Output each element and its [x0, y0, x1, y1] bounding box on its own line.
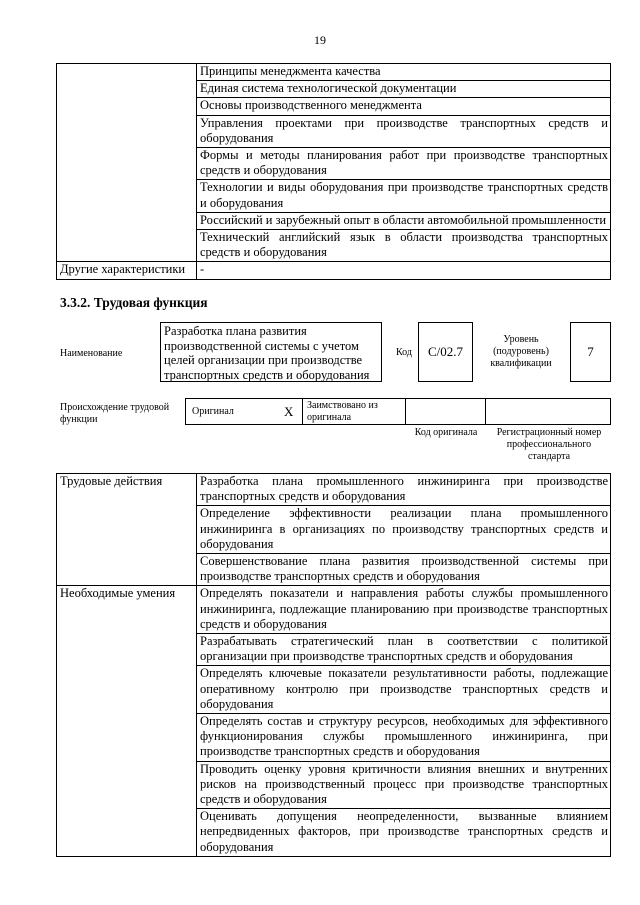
labor-action-item: Совершенствование плана развития производственной системы при производстве транспортных средств и оборудования — [197, 554, 611, 586]
level-label: Уровень (подуровень) квалификации — [490, 334, 552, 369]
other-characteristics-value: - — [197, 262, 611, 279]
knowledge-item: Российский и зарубежный опыт в области автомобильной промышленности — [197, 212, 611, 229]
code-label: Код — [396, 347, 412, 358]
actions-skills-table — [56, 473, 611, 857]
knowledge-item: Управления проектами при производстве транспортных средств и оборудования — [197, 115, 611, 147]
page-number: 19 — [314, 33, 326, 47]
original-label: Оригинал — [192, 406, 234, 417]
knowledge-item: Технологии и виды оборудования при производстве транспортных средств и оборудования — [197, 180, 611, 212]
required-skills-label: Необходимые умения — [57, 586, 197, 856]
name-label: Наименование — [60, 348, 123, 359]
knowledge-item: Формы и методы планирования работ при производстве транспортных средств и оборудования — [197, 148, 611, 180]
skill-item: Определять показатели и направления работы службы промышленного инжиниринга, подлежащие планированию при производстве транспортных средств и оборудования — [197, 586, 611, 634]
knowledge-item: Единая система технологической документации — [197, 81, 611, 98]
empty-label-cell — [57, 64, 197, 262]
section-heading: 3.3.2. Трудовая функция — [60, 295, 208, 310]
reg-number-cell — [485, 398, 611, 425]
other-characteristics-label: Другие характеристики — [57, 262, 197, 279]
knowledge-table — [56, 63, 611, 280]
reg-number-caption: Регистрационный номер профессионального стандарта — [496, 427, 602, 462]
original-cell — [185, 398, 303, 425]
knowledge-item: Принципы менеджмента качества — [197, 64, 611, 81]
labor-actions-label: Трудовые действия — [57, 474, 197, 586]
skill-item: Определять состав и структуру ресурсов, необходимых для эффективного функционирования службы промышленного инжиниринга, при производстве транспортных средств и оборудования — [197, 714, 611, 762]
code-value: C/02.7 — [418, 322, 473, 382]
skill-item: Проводить оценку уровня критичности влияния внешних и внутренних рисков на производственный процесс при производстве транспортных средств и оборудования — [197, 761, 611, 809]
borrowed-label: Заимствовано из оригинала — [302, 398, 406, 425]
origin-label: Происхождение трудовой функции — [60, 402, 170, 425]
knowledge-item: Технический английский язык в области производства транспортных средств и оборудования — [197, 230, 611, 262]
skill-item: Определять ключевые показатели результативности работы, подлежащие оперативному контролю при производстве транспортных средств и оборудования — [197, 666, 611, 714]
level-value: 7 — [570, 322, 611, 382]
knowledge-item: Основы производственного менеджмента — [197, 98, 611, 115]
code-original-cell — [405, 398, 486, 425]
labor-action-item: Определение эффективности реализации плана промышленного инжиниринга в организациях по производству транспортных средств и оборудования — [197, 506, 611, 554]
original-mark: X — [284, 404, 294, 419]
code-original-caption: Код оригинала — [414, 427, 478, 438]
labor-action-item: Разработка плана промышленного инжиниринга при производстве транспортных средств и оборудования — [197, 474, 611, 506]
function-name-value: Разработка плана развития производственной системы с учетом целей организации при производстве транспортных средств и оборудования — [160, 322, 382, 382]
skill-item: Оценивать допущения неопределенности, вызванные влиянием непредвиденных факторов, при производстве транспортных средств и оборудования — [197, 809, 611, 857]
skill-item: Разрабатывать стратегический план в соответствии с политикой организации при производстве транспортных средств и оборудования — [197, 634, 611, 666]
